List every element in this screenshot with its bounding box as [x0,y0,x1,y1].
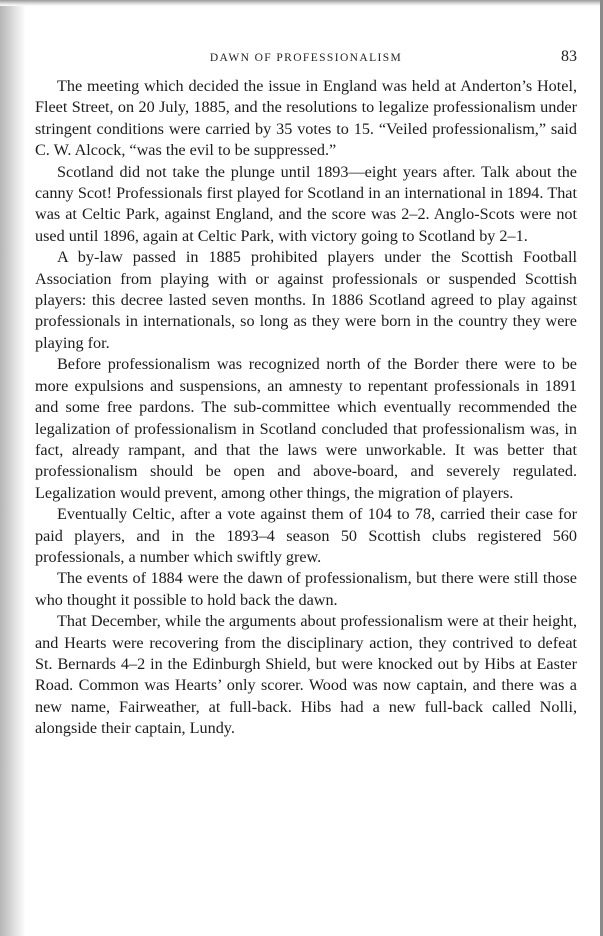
running-title: DAWN OF PROFESSIONALISM [209,52,403,64]
scan-binding-shadow [0,0,26,936]
paragraph-3: A by-law passed in 1885 prohibited players under the Scottish Football Association from playing with or against professionals or suspended Scottish players: this decree lasted seven months. In 1886 Scotland agreed to play against professionals in internationals, so long as they were born in the country they were playing for. [35,248,577,352]
body-text [35,76,577,740]
paragraph-5: Eventually Celtic, after a vote against them of 104 to 78, carried their case for paid players, and in the 1893–4 season 50 Scottish clubs registered 560 professionals, a number which swiftly grew. [35,505,577,566]
running-head [35,48,577,70]
page-number: 83 [561,48,577,65]
book-page [35,48,577,740]
scan-top-edge [0,0,603,6]
paragraph-7: That December, while the arguments about professionalism were at their height, and Hearts were recovering from the disciplinary action, they contrived to defeat St. Bernards 4–2 in the Edinburgh Shield, but were knocked out by Hibs at Easter Road. Common was Hearts’ only scorer. Wood was now captain, and there was a new name, Fairweather, at full-back. Hibs had a new full-back called Nolli, alongside their captain, Lundy. [35,612,577,738]
paragraph-4: Before professionalism was recognized north of the Border there were to be more expulsions and suspensions, an amnesty to repentant professionals in 1891 and some free pardons. The sub-committee which eventually recommended the legalization of professionalism in Scotland concluded that professionalism was, in fact, already rampant, and that the laws were unworkable. It was better that professionalism should be open and above-board, and severely regulated. Legalization would prevent, among other things, the migration of players. [35,355,577,502]
paragraph-2: Scotland did not take the plunge until 1893—eight years after. Talk about the canny Scot! Professionals first played for Scotland in an international in 1894. That was at Celtic Park, against England, and the score was 2–2. Anglo-Scots were not used until 1896, again at Celtic Park, with victory going to Scotland by 2–1. [35,162,577,245]
paragraph-1: The meeting which decided the issue in England was held at Anderton’s Hotel, Fleet Street, on 20 July, 1885, and the resolutions to legalize professionalism under stringent conditions were carried by 35 votes to 15. “Veiled professionalism,” said C. W. Alcock, “was the evil to be suppressed.” [35,77,577,160]
paragraph-6: The events of 1884 were the dawn of professionalism, but there were still those who thought it possible to hold back the dawn. [35,569,577,609]
